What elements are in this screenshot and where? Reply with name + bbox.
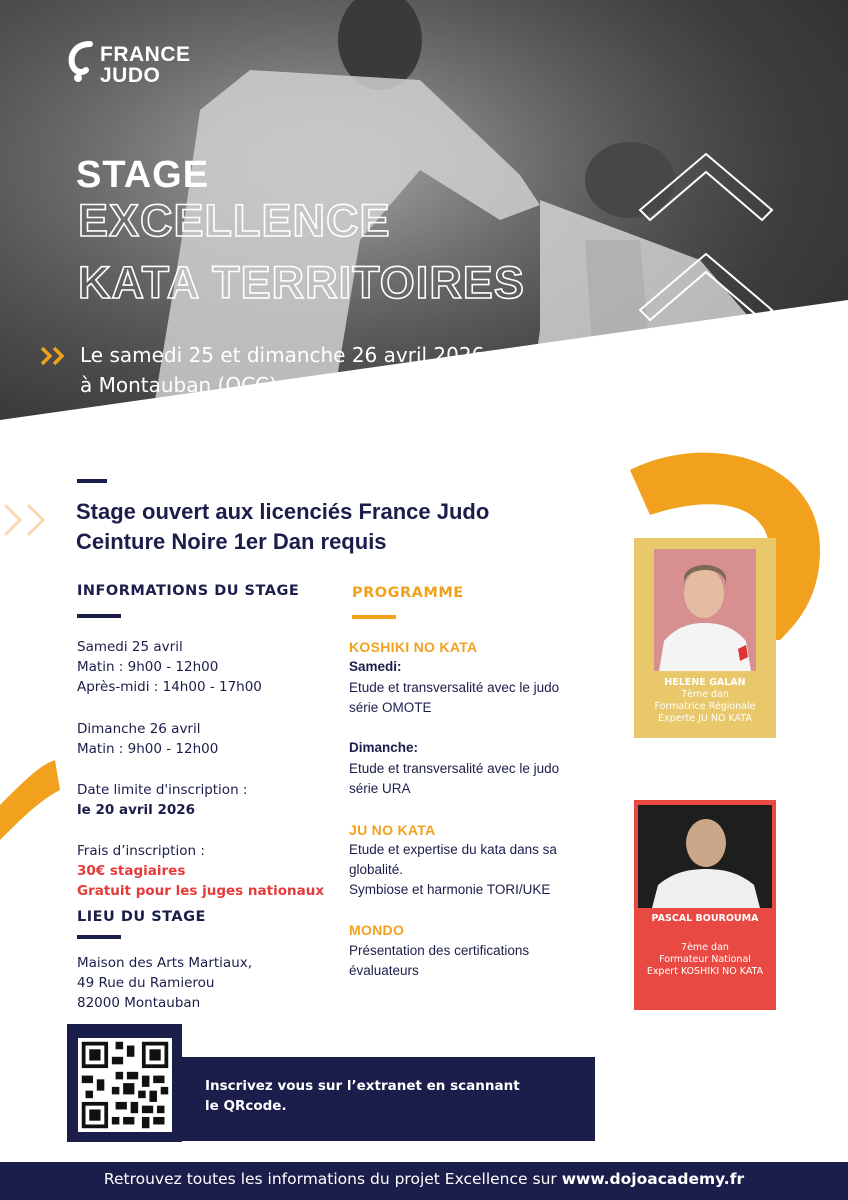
title-excellence: EXCELLENCE [78, 195, 391, 246]
chevrons-up-decoration-icon [636, 150, 776, 435]
register-line1: Inscrivez vous sur l’extranet en scannant [205, 1078, 520, 1094]
location-address [77, 953, 252, 1013]
trainer-helene-caption [634, 677, 776, 725]
qr-frame [67, 1024, 182, 1142]
trainer-helene-expertise: Experte JU NO KATA [658, 713, 752, 724]
trainer-helene-role: Formatrice Régionale [654, 701, 756, 712]
koshiki-saturday-line1: Etude et transversalité avec le judo [349, 680, 560, 695]
event-place-line: à Montauban (OCC) [80, 373, 277, 397]
koshiki-sunday-line2: série URA [349, 781, 411, 796]
saturday-title: Samedi 25 avril [77, 639, 183, 655]
address-line1: Maison des Arts Martiaux, [77, 955, 253, 971]
sunday-schedule [77, 719, 218, 759]
info-heading: INFORMATIONS DU STAGE [77, 583, 300, 599]
trainer-pascal-expertise: Expert KOSHIKI NO KATA [646, 966, 764, 977]
koshiki-title: KOSHIKI NO KATA [349, 639, 478, 655]
mondo-title: MONDO [349, 922, 405, 938]
junokata-line3: Symbiose et harmonie TORI/UKE [349, 882, 551, 897]
registration-fees [77, 841, 324, 901]
fees-judges: Gratuit pour les juges nationaux [77, 883, 325, 899]
koshiki-sunday-label: Dimanche: [349, 740, 419, 755]
location-heading: LIEU DU STAGE [77, 909, 206, 925]
deadline-value: le 20 avril 2026 [77, 802, 196, 818]
programme-heading-bar [352, 615, 396, 619]
junokata-title: JU NO KATA [349, 822, 436, 838]
intro-line1: Stage ouvert aux licenciés France Judo [76, 499, 490, 524]
saturday-schedule [77, 637, 262, 697]
deadline-label: Date limite d'inscription : [77, 782, 248, 798]
junokata-line2: globalité. [349, 862, 404, 877]
trainer-pascal-dan: 7ème dan [681, 942, 729, 953]
logo-line1: FRANCE [100, 43, 191, 66]
registration-deadline [77, 780, 247, 820]
intro-text [76, 497, 489, 557]
koshiki-saturday-label: Samedi: [349, 659, 402, 674]
location-heading-bar [77, 935, 121, 939]
trainer-pascal-photo [638, 805, 772, 908]
trainer-helene-photo [654, 549, 756, 671]
trainer-helene-name: HELENE GALAN [664, 677, 746, 688]
fees-trainees: 30€ stagiaires [77, 863, 186, 879]
programme-heading: PROGRAMME [352, 585, 464, 601]
event-date-line: Le samedi 25 et dimanche 26 avril 2026 [80, 343, 485, 367]
hero-photo-banner [0, 0, 848, 470]
france-judo-logo-icon [68, 40, 94, 84]
title-stage: STAGE [76, 154, 210, 196]
france-judo-logo [100, 44, 191, 86]
logo-line2: JUDO [100, 64, 161, 87]
event-dates [80, 340, 484, 400]
trainer-helene-dan: 7ème dan [681, 689, 729, 700]
koshiki-saturday-text [349, 678, 559, 718]
sunday-title: Dimanche 26 avril [77, 721, 201, 737]
trainer-pascal-name-wrap [634, 913, 776, 925]
info-heading-bar [77, 614, 121, 618]
title-kata-territoires: KATA TERRITOIRES [78, 257, 525, 308]
double-chevron-right-icon [40, 346, 70, 366]
junokata-text [349, 840, 557, 900]
junokata-line1: Etude et expertise du kata dans sa [349, 842, 557, 857]
address-line3: 82000 Montauban [77, 995, 201, 1011]
koshiki-sunday-text [349, 759, 559, 799]
mondo-text [349, 941, 529, 981]
trainer-card-helene [634, 538, 776, 738]
fees-label: Frais d’inscription : [77, 843, 205, 859]
trainer-pascal-name: PASCAL BOUROUMA [651, 913, 759, 924]
sunday-morning: Matin : 9h00 - 12h00 [77, 741, 219, 757]
intro-line2: Ceinture Noire 1er Dan requis [76, 529, 387, 554]
orange-wave-decoration [0, 760, 60, 880]
trainer-pascal-caption [634, 942, 776, 978]
trainer-card-pascal [634, 800, 776, 1010]
intro-bar [77, 479, 107, 483]
mondo-line1: Présentation des certifications [349, 943, 530, 958]
mondo-line2: évaluateurs [349, 963, 419, 978]
qr-code-icon[interactable] [78, 1038, 172, 1132]
trainer-pascal-role: Formateur National [659, 954, 751, 965]
saturday-afternoon: Après-midi : 14h00 - 17h00 [77, 679, 262, 695]
address-line2: 49 Rue du Ramierou [77, 975, 215, 991]
register-instructions [205, 1076, 520, 1116]
footer-website-link[interactable]: www.dojoacademy.fr [561, 1170, 745, 1188]
footer-message: Retrouvez toutes les informations du projet Excellence sur [103, 1170, 562, 1188]
faint-chevrons-icon [0, 500, 60, 540]
koshiki-sunday-line1: Etude et transversalité avec le judo [349, 761, 560, 776]
footer-text [0, 1170, 848, 1188]
koshiki-saturday-line2: série OMOTE [349, 700, 432, 715]
saturday-morning: Matin : 9h00 - 12h00 [77, 659, 219, 675]
register-line2: le QRcode. [205, 1098, 287, 1114]
